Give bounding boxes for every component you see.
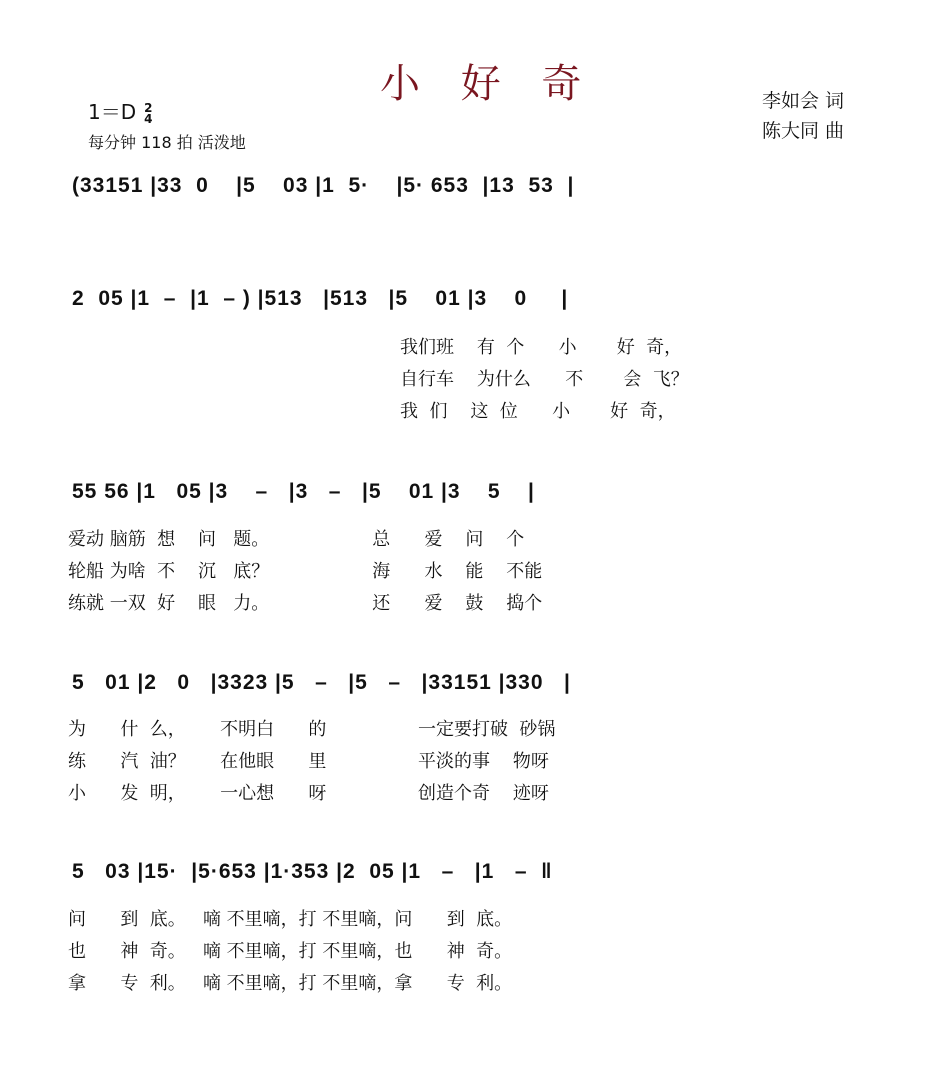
tempo-marking: 每分钟 118 拍 活泼地 <box>88 133 246 152</box>
lyric-line: 问 到 底。 嘀 不里嘀，打 不里嘀，问 到 底。 <box>68 909 513 930</box>
lyric-line: 我 们 这 位 小 好 奇， <box>400 401 676 422</box>
key-text: 1＝D <box>88 100 137 124</box>
notation-line-2: 2 05 |1 – |1 – ) |513 |513 |5 01 |3 0 | <box>72 287 569 310</box>
lyric-line: 小 发 明， 一心想 呀 创造个奇 迹呀 <box>68 783 549 804</box>
lyric-line: 练 汽 油？ 在他眼 里 平淡的事 物呀 <box>68 751 549 772</box>
lyric-line: 轮船 为啥 不 沉 底？ 海 水 能 不能 <box>68 561 543 582</box>
time-sig-bottom: 4 <box>144 111 153 126</box>
notation-line-4: 5 01 |2 0 |3323 |5 – |5 – |33151 |330 | <box>72 671 571 694</box>
lyric-line: 我们班 有 个 小 好 奇， <box>400 337 683 358</box>
lyric-line: 练就 一双 好 眼 力。 还 爱 鼓 捣个 <box>68 593 543 614</box>
composer-credit: 陈大同 曲 <box>762 120 845 142</box>
lyric-line: 爱动 脑筋 想 问 题。 总 爱 问 个 <box>68 529 525 550</box>
lyric-line: 拿 专 利。 嘀 不里嘀，打 不里嘀，拿 专 利。 <box>68 973 513 994</box>
lyric-line: 为 什 么， 不明白 的 一定要打破 砂锅 <box>68 719 556 740</box>
notation-line-5: 5 03 |15· |5·653 |1·353 |2 05 |1 – |1 – ‖ <box>72 860 553 883</box>
song-title: 小 好 奇 <box>380 61 596 107</box>
notation-line-3: 55 56 |1 05 |3 – |3 – |5 01 |3 5 | <box>72 480 535 503</box>
lyricist-credit: 李如会 词 <box>762 90 845 112</box>
lyric-line: 自行车 为什么 不 会 飞？ <box>400 369 689 390</box>
time-signature <box>144 100 153 126</box>
time-sig-top: 2 <box>144 100 153 115</box>
lyric-line: 也 神 奇。 嘀 不里嘀，打 不里嘀，也 神 奇。 <box>68 941 513 962</box>
notation-line-1: (33151 |33 0 |5 03 |1 5· |5· 653 |13 53 | <box>72 174 575 197</box>
key-signature <box>88 96 152 125</box>
